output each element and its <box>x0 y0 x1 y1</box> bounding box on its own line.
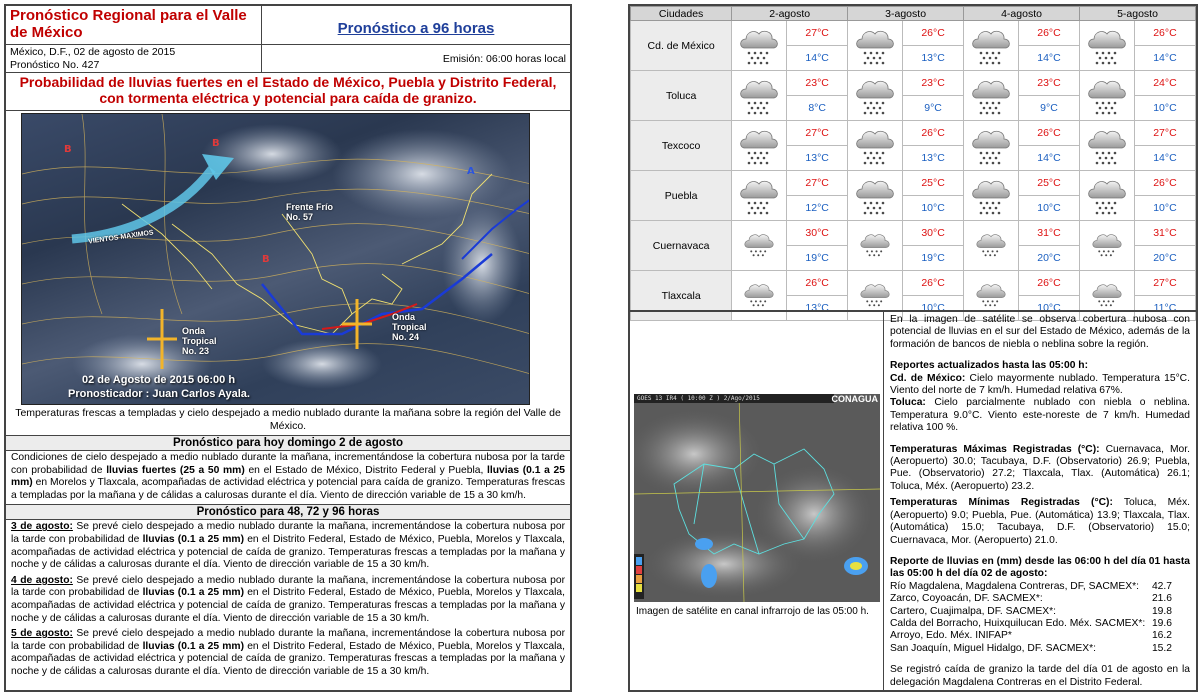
weather-icon-cell <box>732 71 787 121</box>
city-name: Cd. de México <box>631 21 732 71</box>
max-temp: 24°C <box>1134 71 1195 96</box>
max-temp: 26°C <box>903 271 964 296</box>
tmax-values: Cuernavaca, Mor. (Aeropuerto) 30.0; Tacubaya, D.F. (Observatorio) 26.9; Puebla, Pue. (Observatorio) 27.2; Tlaxcala, Tlax. (Automática) 26.1; Toluca, Méx. (Aeropuerto) 23.2. <box>890 443 1190 492</box>
regional-forecast-page <box>4 4 572 692</box>
rain-cloud-icon <box>973 279 1009 313</box>
max-temp: 26°C <box>903 21 964 46</box>
day-forecast <box>6 627 570 680</box>
current-reports <box>890 360 1190 434</box>
today-text-part: Condiciones de cielo despejado a medio nublado durante la mañana, incrementándose la cobertura nubosa por la tarde con probabilidad de <box>11 452 565 476</box>
city-forecast-page <box>628 4 1198 692</box>
weather-icon-cell <box>1080 21 1135 71</box>
today-forecast-title: Pronóstico para hoy domingo 2 de agosto <box>6 436 570 451</box>
conagua-logo: CONAGUA <box>831 394 878 404</box>
headline <box>6 73 570 111</box>
rain-cloud-icon <box>1089 229 1125 263</box>
weather-icon-cell <box>1080 71 1135 121</box>
cdmx-label: Cd. de México: <box>890 372 966 384</box>
rain-cloud-icon <box>741 279 777 313</box>
rain-cloud-icon <box>973 229 1009 263</box>
weather-icon-cell <box>848 171 903 221</box>
min-temp: 12°C <box>787 196 848 221</box>
min-temp: 10°C <box>1018 296 1079 321</box>
temperature-min-records <box>890 497 1190 547</box>
max-winds-label: VIENTOS MAXIMOS <box>87 229 155 246</box>
toluca-report: Cielo parcialmente nublado con niebla o neblina. Temperatura 9.0°C. Viento este-noreste de 7 km/h. Humedad relativa 100 %. <box>890 397 1190 434</box>
day-label: 4 de agosto: <box>11 574 73 586</box>
weather-icon-cell <box>848 21 903 71</box>
min-temp: 13°C <box>903 46 964 71</box>
tmin-label: Temperaturas Mínimas Registradas (°C): <box>890 497 1113 509</box>
rain-cloud-icon <box>1089 279 1125 313</box>
weather-icon-cell <box>848 71 903 121</box>
col-header: 2-agosto <box>732 7 848 21</box>
min-temp: 13°C <box>903 146 964 171</box>
svg-text:A: A <box>467 166 475 177</box>
day-rain: lluvias (0.1 a 25 mm) <box>142 587 245 599</box>
col-header: 5-agosto <box>1080 7 1196 21</box>
min-temp: 9°C <box>1018 96 1079 121</box>
rain-station-row <box>890 643 1190 655</box>
max-temp: 27°C <box>787 21 848 46</box>
rain-cloud-icon <box>969 24 1013 68</box>
weather-report <box>884 312 1196 690</box>
max-temp: 27°C <box>787 171 848 196</box>
city-forecast-table <box>630 6 1196 321</box>
rain-cloud-icon <box>969 174 1013 218</box>
extended-forecast-title: Pronóstico para 48, 72 y 96 horas <box>6 505 570 520</box>
min-temp: 10°C <box>1134 196 1195 221</box>
today-rain: lluvias (0.1 a 25 mm) <box>11 464 565 489</box>
max-temp: 31°C <box>1018 221 1079 246</box>
max-temp: 26°C <box>1134 21 1195 46</box>
headline-line-1: Probabilidad de lluvias fuertes en el Estado de México, Puebla y Distrito Federal, <box>19 74 557 90</box>
weather-icon-cell <box>964 21 1019 71</box>
min-temp: 11°C <box>1134 296 1195 321</box>
satellite-image-panel <box>630 312 884 690</box>
day-text: Se prevé cielo despejado a medio nublado durante la mañana, incrementándose la cobertura nubosa por la tarde con probabilidad de <box>11 628 565 652</box>
svg-text:B: B <box>212 138 220 149</box>
header-row <box>6 6 570 45</box>
weather-icon-cell <box>964 171 1019 221</box>
tmin-values: Toluca, Méx. (Aeropuerto) 9.0; Puebla, Pue. (Automática) 13.9; Tlaxcala, Tlax. (Automática) 15.0; Tacubaya, D.F. (Observatorio) 15.0; Cuernavaca, Mor. (Aeropuerto) 21.0. <box>890 497 1190 546</box>
max-temp: 26°C <box>1018 21 1079 46</box>
min-temp: 8°C <box>787 96 848 121</box>
city-row <box>631 221 1196 246</box>
min-temp: 14°C <box>1018 146 1079 171</box>
max-temp: 25°C <box>903 171 964 196</box>
weather-icon-cell <box>1080 171 1135 221</box>
satellite-header: GOES 13 IR4 ( 10:00 Z ) 2/Ago/2015 <box>634 394 834 403</box>
rain-amount: 15.2 <box>1151 642 1172 654</box>
day-text: en el Distrito Federal, Estado de México, Puebla, Morelos y Tlaxcala, acompañadas de actividad eléctrica y potencial de caída de granizo. Temperaturas frescas a templadas por la mañana y noche y de cálidas a calurosas durante el día. Viento de dirección variable de 15 a 30 km/h. <box>11 640 565 677</box>
city-row <box>631 271 1196 296</box>
forecast-96h-link[interactable]: Pronóstico a 96 horas <box>337 20 495 37</box>
rain-station-row <box>890 618 1190 630</box>
max-temp: 26°C <box>1018 271 1079 296</box>
today-text-part: en el Estado de México, Distrito Federal y Puebla, <box>244 464 487 476</box>
rain-station: Calda del Borracho, Huixquilucan Edo. Méx. SACMEX*: <box>890 617 1146 629</box>
col-header: 3-agosto <box>848 7 964 21</box>
max-temp: 27°C <box>787 121 848 146</box>
max-temp: 31°C <box>1134 221 1195 246</box>
hail-note: Se registró caída de granizo la tarde del día 01 de agosto en la delegación Magdalena Contreras en el Distrito Federal. <box>890 664 1190 688</box>
map-graphics <box>22 114 530 405</box>
map-caption: Temperaturas frescas a templadas y cielo despejado a medio nublado durante la mañana sobre la región del Valle de México. <box>6 405 570 436</box>
day-label: 3 de agosto: <box>11 521 73 533</box>
weather-icon-cell <box>1080 221 1135 271</box>
tropical-wave-24-label: Onda Tropical No. 24 <box>392 312 427 342</box>
min-temp: 14°C <box>1134 46 1195 71</box>
rain-cloud-icon <box>1085 174 1129 218</box>
rain-cloud-icon <box>1085 24 1129 68</box>
emission-time: Emisión: 06:00 horas local <box>442 53 566 65</box>
rain-list <box>890 581 1190 655</box>
reports-title: Reportes actualizados hasta las 05:00 h: <box>890 360 1089 372</box>
rain-station: San Joaquín, Miguel Hidalgo, DF. SACMEX*: <box>890 642 1097 654</box>
weather-icon-cell <box>964 71 1019 121</box>
location-date: México, D.F., 02 de agosto de 2015 <box>10 46 176 58</box>
page-title: Pronóstico Regional para el Valle de México <box>6 6 262 44</box>
day-rain: lluvias (0.1 a 25 mm) <box>142 640 245 652</box>
rain-cloud-icon <box>853 174 897 218</box>
infrared-satellite-image <box>634 394 880 602</box>
meta-row <box>6 45 570 73</box>
min-temp: 19°C <box>903 246 964 271</box>
min-temp: 10°C <box>1134 96 1195 121</box>
issue-info <box>6 45 262 72</box>
weather-icon-cell <box>732 171 787 221</box>
weather-icon-cell <box>1080 121 1135 171</box>
min-temp: 10°C <box>903 196 964 221</box>
rain-station: Zarco, Coyoacán, DF. SACMEX*: <box>890 593 1043 605</box>
rain-amount: 16.2 <box>1151 630 1172 642</box>
max-temp: 26°C <box>1018 121 1079 146</box>
min-temp: 9°C <box>903 96 964 121</box>
rain-cloud-icon <box>1085 74 1129 118</box>
city-row <box>631 21 1196 46</box>
city-name: Tlaxcala <box>631 271 732 321</box>
day-forecast <box>6 520 570 573</box>
city-name: Texcoco <box>631 121 732 171</box>
today-text-part: en Morelos y Tlaxcala, acompañadas de actividad eléctrica y potencial para caída de granizo. Temperaturas frescas a templadas por la mañana y de cálidas a calurosas durante el día. Viento de dirección variable de 15 a 30 km/h. <box>11 477 565 501</box>
rain-cloud-icon <box>737 124 781 168</box>
satellite-description: En la imagen de satélite se observa cobertura nubosa con potencial de lluvias en el sur del Estado de México, además de la formación de bancos de niebla o neblina sobre la región. <box>890 314 1190 350</box>
city-name: Puebla <box>631 171 732 221</box>
max-temp: 30°C <box>903 221 964 246</box>
rain-amount: 42.7 <box>1151 580 1172 592</box>
svg-text:B: B <box>64 144 72 155</box>
cold-front-label: Frente Frío No. 57 <box>286 202 334 222</box>
rain-cloud-icon <box>1085 124 1129 168</box>
max-temp: 23°C <box>787 71 848 96</box>
tmax-label: Temperaturas Máximas Registradas (°C): <box>890 443 1100 455</box>
weather-icon-cell <box>964 121 1019 171</box>
weather-icon-cell <box>848 221 903 271</box>
city-row <box>631 71 1196 96</box>
max-temp: 25°C <box>1018 171 1079 196</box>
day-text: en el Distrito Federal, Estado de México, Puebla, Morelos y Tlaxcala, acompañadas de actividad eléctrica y potencial de caída de granizo. Temperaturas frescas a templadas por la mañana y noche y de cálidas a calurosas durante el día. Viento de dirección variable de 15 a 30 km/h. <box>11 533 565 571</box>
forecaster-name: Pronosticador : Juan Carlos Ayala. <box>68 388 250 400</box>
rain-cloud-icon <box>741 229 777 263</box>
weather-icon-cell <box>732 221 787 271</box>
weather-icon-cell <box>848 121 903 171</box>
svg-text:B: B <box>262 254 270 265</box>
min-temp: 20°C <box>1134 246 1195 271</box>
rain-station: Arroyo, Edo. Méx. INIFAP* <box>890 630 1012 642</box>
city-row <box>631 171 1196 196</box>
city-name: Toluca <box>631 71 732 121</box>
max-temp: 26°C <box>903 121 964 146</box>
forecast-number: Pronóstico No. 427 <box>10 59 100 71</box>
rain-station-row <box>890 606 1190 618</box>
rain-cloud-icon <box>853 124 897 168</box>
min-temp: 13°C <box>787 296 848 321</box>
map-date: 02 de Agosto de 2015 06:00 h <box>82 374 236 386</box>
city-row <box>631 121 1196 146</box>
cdmx-report: Cielo mayormente nublado. Temperatura 15°C. Viento del norte de 7 km/h. Humedad relativa 67%. <box>890 372 1190 397</box>
satellite-caption: Imagen de satélite en canal infrarrojo de las 05:00 h. <box>636 606 869 617</box>
rain-cloud-icon <box>853 74 897 118</box>
tropical-wave-23-label: Onda Tropical No. 23 <box>182 326 217 356</box>
min-temp: 20°C <box>1018 246 1079 271</box>
max-temp: 27°C <box>1134 121 1195 146</box>
headline-line-2: con tormenta eléctrica y potencial para caída de granizo. <box>99 90 477 106</box>
day-text: Se prevé cielo despejado a medio nublado durante la mañana, incrementándose la cobertura nubosa por la tarde con probabilidad de <box>11 574 565 599</box>
rain-cloud-icon <box>853 24 897 68</box>
min-temp: 14°C <box>787 46 848 71</box>
rain-cloud-icon <box>969 124 1013 168</box>
table-header-row <box>631 7 1196 21</box>
rain-cloud-icon <box>737 174 781 218</box>
col-header: Ciudades <box>631 7 732 21</box>
min-temp: 19°C <box>787 246 848 271</box>
min-temp: 10°C <box>903 296 964 321</box>
max-temp: 26°C <box>1134 171 1195 196</box>
satellite-graphics <box>634 394 880 602</box>
toluca-label: Toluca: <box>890 397 926 409</box>
rain-station-row <box>890 593 1190 605</box>
min-temp: 10°C <box>1018 196 1079 221</box>
max-temp: 23°C <box>1018 71 1079 96</box>
satellite-synoptic-map <box>21 113 530 405</box>
day-text: en el Distrito Federal, Estado de México, Puebla, Morelos y Tlaxcala, acompañadas de actividad eléctrica y potencial de caída de granizo. Temperaturas frescas a templadas por la mañana y noche y de cálidas a calurosas durante el día. Viento de dirección variable de 15 a 30 km/h. <box>11 587 565 624</box>
max-temp: 27°C <box>1134 271 1195 296</box>
rain-cloud-icon <box>969 74 1013 118</box>
rain-report <box>890 556 1190 655</box>
today-forecast-text <box>6 451 570 505</box>
temperature-records <box>890 444 1190 494</box>
rain-cloud-icon <box>737 74 781 118</box>
today-heavy-rain: lluvias fuertes (25 a 50 mm) <box>106 464 245 476</box>
rain-cloud-icon <box>857 279 893 313</box>
min-temp: 13°C <box>787 146 848 171</box>
max-temp: 30°C <box>787 221 848 246</box>
weather-icon-cell <box>732 21 787 71</box>
col-header: 4-agosto <box>964 7 1080 21</box>
rain-station: Río Magdalena, Magdalena Contreras, DF, SACMEX*: <box>890 580 1139 592</box>
rain-amount: 19.6 <box>1151 617 1172 629</box>
rain-station-row <box>890 581 1190 593</box>
rain-title: Reporte de lluvias en (mm) desde las 06:00 h del día 01 hasta las 05:00 h del día 02 de agosto: <box>890 555 1190 580</box>
satellite-report-section <box>630 310 1196 690</box>
min-temp: 14°C <box>1134 146 1195 171</box>
rain-amount: 19.8 <box>1151 605 1172 617</box>
rain-station: Cartero, Cuajimalpa, DF. SACMEX*: <box>890 605 1056 617</box>
rain-station-row <box>890 630 1190 642</box>
day-forecast <box>6 574 570 627</box>
max-temp: 23°C <box>903 71 964 96</box>
max-temp: 26°C <box>787 271 848 296</box>
rain-amount: 21.6 <box>1151 593 1172 605</box>
city-name: Cuernavaca <box>631 221 732 271</box>
rain-cloud-icon <box>737 24 781 68</box>
min-temp: 14°C <box>1018 46 1079 71</box>
weather-icon-cell <box>964 221 1019 271</box>
day-rain: lluvias (0.1 a 25 mm) <box>142 533 245 545</box>
weather-icon-cell <box>732 121 787 171</box>
rain-cloud-icon <box>857 229 893 263</box>
day-text: Se prevé cielo despejado a medio nublado durante la mañana, incrementándose la cobertura nubosa por la tarde con probabilidad de <box>11 521 565 545</box>
day-label: 5 de agosto: <box>11 628 73 640</box>
